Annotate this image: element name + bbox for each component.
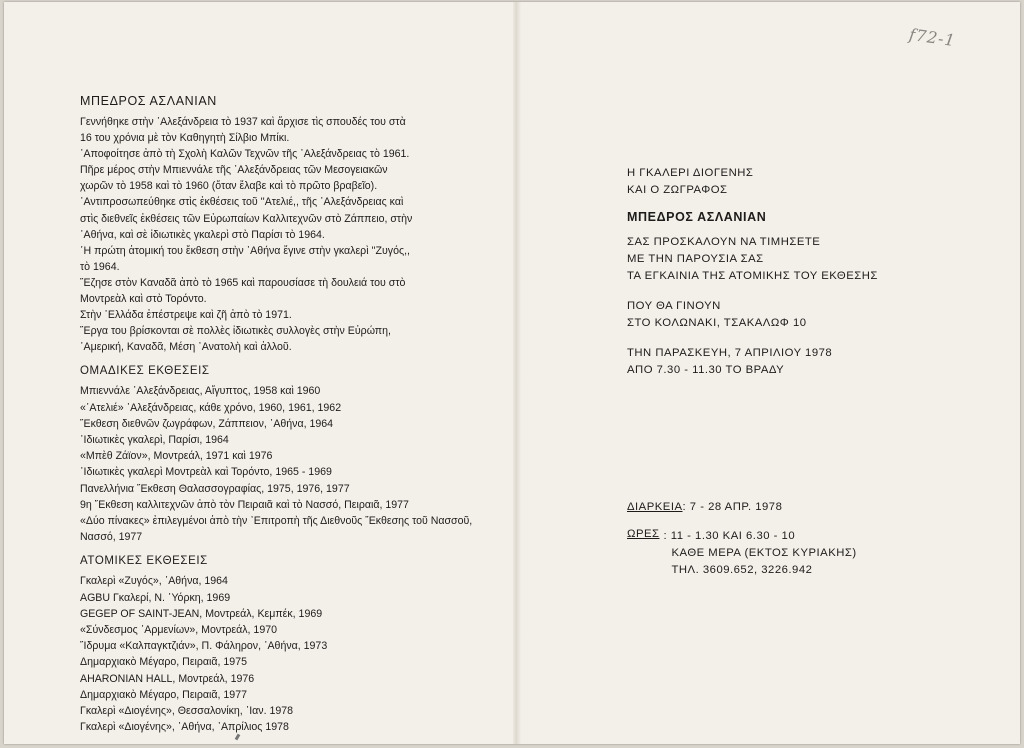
host-line: ΚΑΙ Ο ΖΩΓΡΑΦΟΣ [627, 184, 728, 196]
hours-block [627, 528, 1007, 579]
bio-line: Πῆρε μέρος στὴν Μπιεννάλε τῆς ᾿Αλεξάνδρειας τῶν Μεσογειακῶν [80, 164, 388, 177]
list-item: «Μπὲθ Ζάϊον», Μοντρεάλ, 1971 καὶ 1976 [80, 450, 273, 463]
list-item: 9η ῎Εκθεση καλλιτεχνῶν ἀπὸ τὸν Πειραιᾶ καὶ τὸ Νασσό, Πειραιᾶ, 1977 [80, 498, 409, 511]
group-exhibitions-heading: ΟΜΑΔΙΚΕΣ ΕΚΘΕΣΕΙΣ [80, 365, 210, 378]
invite-line: ΣΑΣ ΠΡΟΣΚΑΛΟΥΝ ΝΑ ΤΙΜΗΣΕΤΕ [627, 236, 821, 248]
bio-line: Μοντρεὰλ καὶ στὸ Τορόντο. [80, 293, 207, 306]
bio-line: ῎Εργα του βρίσκονται σὲ πολλὲς ἰδιωτικὲς συλλογὲς στὴν Εὐρώπη, [80, 325, 391, 338]
duration-value: : 7 - 28 ΑΠΡ. 1978 [682, 501, 783, 513]
bio-line: τὸ 1964. [80, 260, 120, 273]
venue-address: ΣΤΟ ΚΟΛΩΝΑΚΙ, ΤΣΑΚΑΛΩΦ 10 [627, 317, 807, 329]
bio-line: στὶς διεθνεῖς ἐκθέσεις τῶν Εὐρωπαίων Καλλιτεχνῶν στὸ Ζάππειο, στὴν [80, 212, 413, 225]
bio-line: ᾿Αποφοίτησε ἀπὸ τὴ Σχολὴ Καλῶν Τεχνῶν τῆς ᾿Αλεξάνδρειας τὸ 1961. [80, 148, 410, 161]
bio-line: ᾿Αντιπροσωπεύθηκε στὶς ἐκθέσεις τοῦ ''Ατελιέ,, τῆς ᾿Αλεξάνδρειας καὶ [80, 196, 404, 209]
bio-line: Στὴν ῾Ελλάδα ἐπέστρεψε καὶ ζῆ ἀπὸ τὸ 1971. [80, 309, 292, 322]
phone-numbers: ΤΗΛ. 3609.652, 3226.942 [671, 564, 813, 576]
list-item: Γκαλερὶ «Διογένης», ᾿Αθήνα, ᾿Απρίλιος 1978 [80, 721, 289, 734]
list-item: Γκαλερὶ «Διογένης», Θεσσαλονίκη, ᾿Ιαν. 1978 [80, 705, 294, 718]
hours-label: ΩΡΕΣ [627, 528, 660, 540]
opening-time: ΑΠΟ 7.30 - 11.30 ΤΟ ΒΡΑΔΥ [627, 364, 785, 376]
venue-line: ΠΟΥ ΘΑ ΓΙΝΟΥΝ [627, 300, 721, 312]
right-page [627, 165, 1007, 379]
bio-line: ᾿Αθήνα, καὶ σὲ ἰδιωτικὲς γκαλερὶ στὸ Παρίσι τὸ 1964. [80, 228, 325, 241]
list-item: GEGEP OF SAINT-JEAN, Μοντρεάλ, Κεμπέκ, 1969 [80, 607, 323, 620]
list-item: ῎Εκθεση διεθνῶν ζωγράφων, Ζάππειον, ᾿Αθήνα, 1964 [80, 417, 334, 430]
handwritten-note: f72-1 [907, 24, 957, 51]
bio-line: Γεννήθηκε στὴν ᾿Αλεξάνδρεια τὸ 1937 καὶ ἄρχισε τὶς σπουδές του στὰ [80, 116, 406, 128]
artist-name: ΜΠΕΔΡΟΣ ΑΣΛΑΝΙΑΝ [627, 210, 767, 224]
list-item: AGBU Γκαλερί, Ν. ῾Υόρκη, 1969 [80, 591, 231, 604]
opening-date: ΤΗΝ ΠΑΡΑΣΚΕΥΗ, 7 ΑΠΡΙΛΙΟΥ 1978 [627, 347, 833, 359]
list-item: Πανελλήνια ῎Εκθεση Θαλασσογραφίας, 1975, 1976, 1977 [80, 482, 350, 495]
hours-days: ΚΑΘΕ ΜΕΡΑ (ΕΚΤΟΣ ΚΥΡΙΑΚΗΣ) [671, 547, 857, 559]
list-item: ῎Ιδρυμα «Καλπαγκτζιάν», Π. Φάληρον, ᾿Αθήνα, 1973 [80, 640, 328, 653]
group-exhibitions-list [80, 383, 500, 545]
invitation-sheet [4, 2, 1020, 744]
center-fold [513, 2, 521, 744]
list-item: ᾿Ιδιωτικὲς γκαλερὶ, Παρίσι, 1964 [80, 434, 229, 447]
bio-line: χωρῶν τὸ 1958 καὶ τὸ 1960 (ὅταν ἔλαβε καὶ τὸ πρῶτο βραβεῖο). [80, 180, 378, 193]
host-line: Η ΓΚΑΛΕΡΙ ΔΙΟΓΕΝΗΣ [627, 167, 754, 179]
bio-line: ῾Η πρώτη ἀτομική του ἔκθεση στὴν ᾿Αθήνα ἔγινε στὴν γκαλερὶ ''Ζυγός,, [80, 244, 410, 257]
list-item: «Δύο πίνακες» ἐπιλεγμένοι ἀπὸ τὴν ᾿Επιτροπὴ τῆς Διεθνοῦς ῎Εκθεσης τοῦ Νασσοῦ, Νασσό, 1977 [80, 515, 473, 544]
list-item: ᾿Ιδιωτικὲς γκαλερὶ Μοντρεὰλ καὶ Τορόντο, 1965 - 1969 [80, 466, 332, 479]
list-item: «Σύνδεσμος ᾿Αρμενίων», Μοντρεάλ, 1970 [80, 624, 277, 637]
left-page [80, 94, 500, 735]
exhibition-info [627, 499, 1007, 579]
biography [80, 114, 500, 355]
list-item: Δημαρχιακὸ Μέγαρο, Πειραιᾶ, 1977 [80, 688, 247, 701]
solo-exhibitions-heading: ΑΤΟΜΙΚΕΣ ΕΚΘΕΣΕΙΣ [80, 555, 208, 568]
bio-line: ῎Εζησε στὸν Καναδᾶ ἀπὸ τὸ 1965 καὶ παρουσίασε τὴ δουλειά του στὸ [80, 276, 406, 289]
bio-line: ᾿Αμερική, Καναδᾶ, Μέση ᾿Ανατολὴ καὶ ἀλλοῦ. [80, 341, 292, 354]
list-item: AHARONIAN HALL, Μοντρεάλ, 1976 [80, 672, 255, 685]
list-item: «᾿Ατελιέ» ᾿Αλεξάνδρειας, κάθε χρόνο, 1960, 1961, 1962 [80, 401, 342, 414]
artist-name-heading: ΜΠΕΔΡΟΣ ΑΣΛΑΝΙΑΝ [80, 94, 217, 108]
invite-line: ΤΑ ΕΓΚΑΙΝΙΑ ΤΗΣ ΑΤΟΜΙΚΗΣ ΤΟΥ ΕΚΘΕΣΗΣ [627, 270, 878, 282]
hours-value: : 11 - 1.30 ΚΑΙ 6.30 - 10 [663, 530, 796, 542]
solo-exhibitions-list [80, 573, 500, 735]
list-item: Μπιεννάλε ᾿Αλεξάνδρειας, Αἴγυπτος, 1958 καὶ 1960 [80, 385, 321, 398]
bio-line: 16 του χρόνια μὲ τὸν Καθηγητὴ Σίλβιο Μπίκι. [80, 132, 290, 145]
list-item: Γκαλερὶ «Ζυγός», ᾿Αθήνα, 1964 [80, 575, 228, 588]
duration-label: ΔΙΑΡΚΕΙΑ [627, 501, 683, 513]
invite-line: ΜΕ ΤΗΝ ΠΑΡΟΥΣΙΑ ΣΑΣ [627, 253, 764, 265]
list-item: Δημαρχιακὸ Μέγαρο, Πειραιᾶ, 1975 [80, 656, 247, 669]
duration-row [627, 499, 1007, 516]
